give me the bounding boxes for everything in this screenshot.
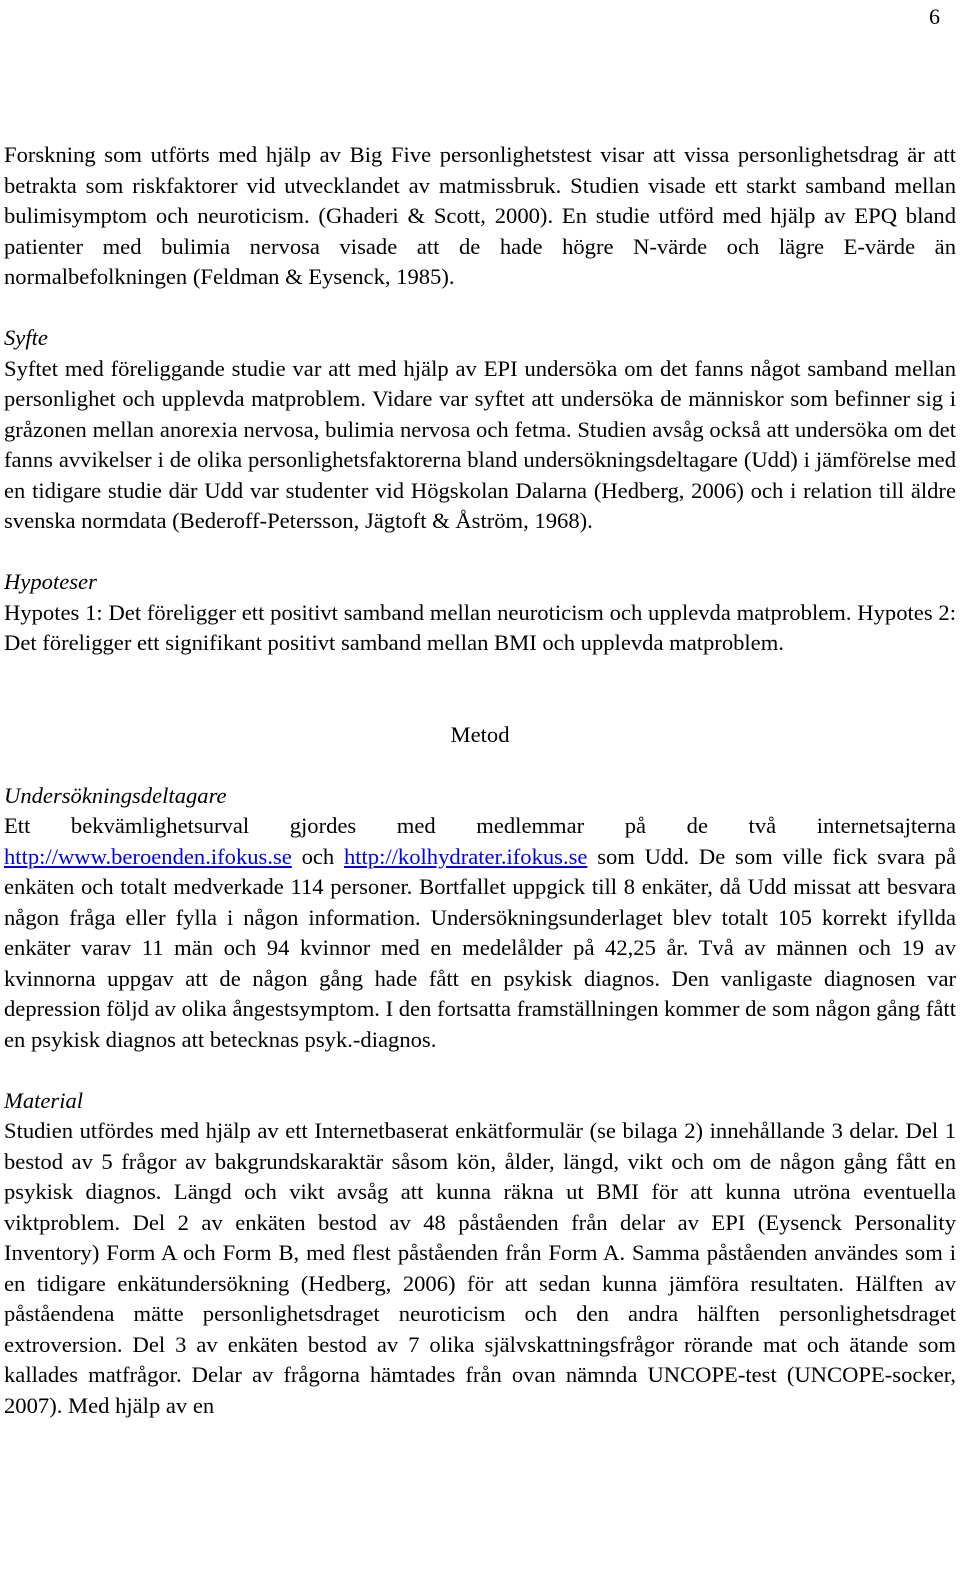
spacer	[4, 750, 956, 781]
intro-paragraph: Forskning som utförts med hjälp av Big Five personlighetstest visar att vissa personlighetsdrag är att betrakta som riskfaktorer vid utvecklandet av matmissbruk. Studien visade ett starkt samband mellan bulimisymptom och neuroticism. (Ghaderi & Scott, 2000). En studie utförd med hjälp av EPQ bland patienter med bulimia nervosa visade att de hade högre N-värde och lägre E-värde än normalbefolkningen (Feldman & Eysenck, 1985).	[4, 142, 956, 289]
paragraph-text: som Udd. De som ville fick svara på enkäten och totalt medverkade 114 personer. Bortfallet uppgick till 8 enkäter, då Udd missat att besvara någon fråga eller fylla i någon information. Undersökningsunderlaget blev totalt 105 korrekt ifyllda enkäter varav 11 män och 94 kvinnor med en medelålder på 42,25 år. Två av männen och 19 av kvinnorna uppgav att de någon gång hade fått en psykisk diagnos. Den vanligaste diagnosen var depression följd av olika ångestsymptom. I den fortsatta framställningen kommer de som någon gång fått en psykisk diagnos att betecknas psyk.-diagnos.	[4, 843, 956, 1052]
spacer	[4, 1055, 956, 1086]
material-paragraph: Studien utfördes med hjälp av ett Internetbaserat enkätformulär (se bilaga 2) innehållande 3 delar. Del 1 bestod av 5 frågor av bakgrundskaraktär såsom kön, ålder, längd, vikt och om de någon gång fått en psykisk diagnos. Längd och vikt avsåg att kunna räkna ut BMI för att kunna utröna eventuella viktproblem. Del 2 av enkäten bestod av 48 påståenden från delar av EPI (Eysenck Personality Inventory) Form A och Form B, med flest påståenden från Form A. Samma påståenden användes som i en tidigare enkätundersökning (Hedberg, 2006) för att sedan kunna jämföra resultaten. Hälften av påståendena mätte personlighetsdraget neuroticism och den andra hälften personlighetsdraget extroversion. Del 3 av enkäten bestod av 7 olika självskattningsfrågor rörande mat och ätande som kallades matfrågor. Delar av frågorna hämtades från ovan nämnda UNCOPE-test (UNCOPE-socker, 2007). Med hjälp av en	[4, 1118, 956, 1418]
spacer	[4, 537, 956, 568]
section-heading-undersokningsdeltagare: Undersökningsdeltagare	[4, 782, 227, 808]
section-heading-metod: Metod	[450, 721, 510, 747]
link-kolhydrater[interactable]: http://kolhydrater.ifokus.se	[343, 843, 588, 869]
section-heading-hypoteser: Hypoteser	[4, 569, 97, 594]
spacer	[4, 659, 956, 720]
syfte-paragraph: Syftet med föreliggande studie var att med hjälp av EPI undersöka om det fanns något samband mellan personlighet och upplevda matproblem. Vidare var syftet att undersöka de människor som befinner sig i gråzonen mellan anorexia nervosa, bulimia nervosa och fetma. Studien avsåg också att undersöka om det fanns avvikelser i de olika personlighetsfaktorerna bland undersökningsdeltagare (Udd) i jämförelse med en tidigare studie där Udd var studenter vid Högskolan Dalarna (Hedberg, 2006) och i relation till äldre svenska normdata (Bederoff-Petersson, Jägtoft & Åström, 1968).	[4, 355, 956, 533]
undersokningsdeltagare-paragraph	[4, 811, 956, 1055]
paragraph-text: och	[291, 843, 344, 869]
section-heading-syfte: Syfte	[4, 325, 48, 350]
link-beroenden[interactable]: http://www.beroenden.ifokus.se	[4, 843, 292, 869]
section-heading-material: Material	[4, 1087, 84, 1113]
spacer	[4, 293, 956, 324]
hypoteser-paragraph: Hypotes 1: Det föreligger ett positivt samband mellan neuroticism och upplevda matproblem. Hypotes 2: Det föreligger ett signifikant positivt samband mellan BMI och upplevda matproblem.	[4, 599, 956, 655]
paragraph-text: Ett bekvämlighetsurval gjordes med medlemmar på de två internetsajterna	[4, 813, 956, 838]
page-number: 6	[929, 4, 940, 29]
document-body	[4, 140, 956, 1421]
